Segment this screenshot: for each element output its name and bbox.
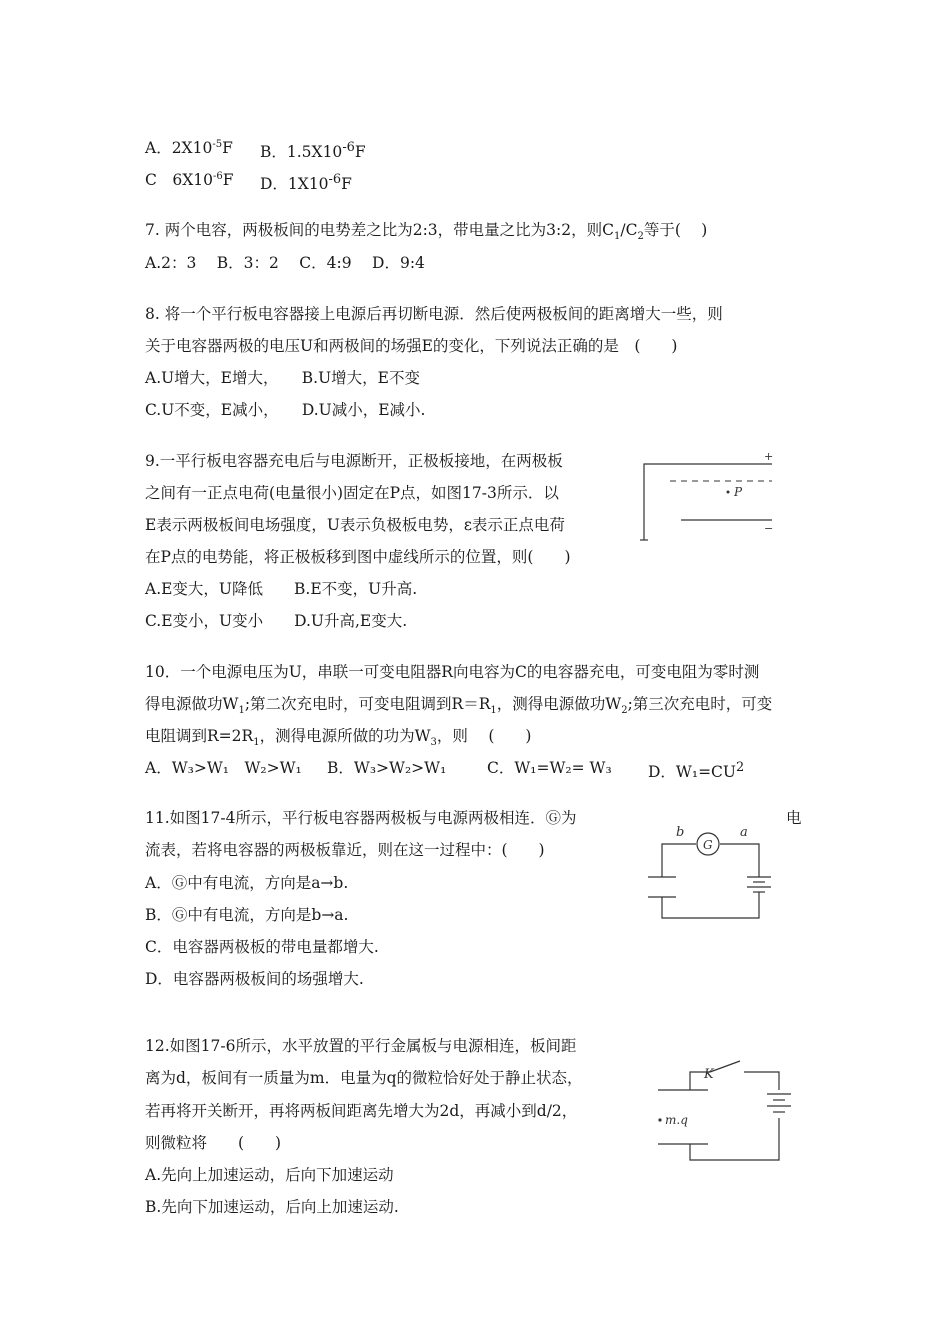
q9-stem-line4: 在P点的电势能，将正极板移到图中虚线所示的位置，则( )	[145, 548, 571, 566]
q9-figure-label-minus: −	[764, 522, 774, 535]
q11-stem-line1-end: 电	[786, 809, 802, 827]
q12-option-b: B.先向下加速运动，后向上加速运动.	[145, 1198, 399, 1216]
q11-option-d: D．电容器两极板间的场强增大.	[145, 970, 364, 988]
q11-figure	[640, 822, 780, 927]
q8-stem-line1: 8. 将一个平行板电容器接上电源后再切断电源．然后使两极板间的距离增大一些，则	[145, 305, 723, 323]
q11-stem-line2: 流表，若将电容器的两极板靠近，则在这一过程中：( )	[145, 841, 545, 859]
q12-stem-line3: 若再将开关断开，再将两板间距离先增大为2d，再减小到d/2，	[145, 1102, 578, 1120]
q12-figure-label-mq: m.q	[665, 1113, 688, 1127]
q9-figure-label-plus: +	[764, 450, 774, 463]
q11-figure-wire-left-top	[662, 844, 696, 877]
q12-figure	[640, 1052, 800, 1167]
q12-figure-label-k: K	[704, 1067, 714, 1082]
q9-figure-ground-wire	[640, 464, 681, 540]
q11-option-a: A．Ⓖ中有电流，方向是a→b.	[145, 874, 349, 892]
q11-option-b: B．Ⓖ中有电流，方向是b→a.	[145, 906, 349, 924]
q12-figure-switch-k	[710, 1061, 740, 1072]
q12-figure-wire-right-top	[744, 1072, 779, 1090]
q12-figure-wire-bottom	[690, 1118, 779, 1160]
q9-options-ab: A.E变大，U降低 B.E不变，U升高.	[145, 580, 418, 598]
q12-stem-line2: 离为d，板间有一质量为m．电量为q的微粒恰好处于静止状态，	[145, 1069, 583, 1087]
q11-figure-label-g: G	[703, 838, 713, 852]
q11-option-c: C．电容器两极板的带电量都增大.	[145, 938, 379, 956]
q11-figure-label-b: b	[676, 825, 685, 840]
q9-figure-label-p: P	[734, 485, 743, 499]
q9-options-cd: C.E变小，U变小 D.U升高,E变大.	[145, 612, 408, 630]
q9-stem-line2: 之间有一正点电荷(电量很小)固定在P点，如图17-3所示．以	[145, 484, 559, 502]
q9-stem-line1: 9.一平行板电容器充电后与电源断开，正极板接地，在两极板	[145, 452, 563, 470]
q12-stem-line1: 12.如图17-6所示，水平放置的平行金属板与电源相连，板间距	[145, 1037, 577, 1055]
q6-option-a: A．$2X10^{-5}F$	[145, 138, 233, 157]
q7-options: A.2：3 B．3：2 C．4:9 D．9:4	[145, 254, 425, 272]
q10-option-d: D．$W_1=CU^2$	[648, 760, 745, 782]
q9-figure	[630, 448, 790, 548]
q10-option-a: A．W₃>W₁ W₂>W₁	[145, 759, 302, 777]
q10-option-c: C．W₁=W₂= W₃	[487, 759, 612, 777]
q6-option-b: B．$1.5X10^{-6}F$	[260, 140, 366, 162]
q9-stem-line3: E表示两极板间电场强度，U表示负极板电势，ε表示正点电荷	[145, 516, 565, 534]
q12-stem-line4: 则微粒将 ( )	[145, 1134, 282, 1152]
q7-stem: 7. 两个电容，两极板间的电势差之比为2:3，带电量之比为3:2，则$C_1/C_2$等于( )	[145, 221, 708, 243]
q11-figure-wire-right-top	[720, 844, 759, 877]
q10-option-b: B．W₃>W₂>W₁	[327, 759, 447, 777]
q8-options-ab: A.U增大，E增大， B.U增大，E不变	[145, 369, 420, 387]
q6-option-c: C $6X10^{-6}F$	[145, 170, 234, 189]
q6-option-d: D．$1X10^{-6}F$	[260, 172, 352, 194]
q11-figure-wire-bottom	[662, 892, 759, 918]
q9-figure-point-charge	[727, 491, 730, 494]
q8-options-cd: C.U不变，E减小， D.U减小，E减小.	[145, 401, 426, 419]
q11-stem-line1: 11.如图17-4所示，平行板电容器两极板与电源两极相连．Ⓖ为	[145, 809, 577, 827]
q12-figure-particle	[658, 1118, 661, 1121]
q8-stem-line2: 关于电容器两极的电压U和两极间的场强E的变化，下列说法正确的是 ( )	[145, 337, 678, 355]
q11-figure-label-a: a	[740, 825, 748, 840]
q10-stem-line1: 10．一个电源电压为U，串联一可变电阻器R向电容为C的电容器充电，可变电阻为零时测	[145, 663, 760, 681]
q10-stem-line3: 电阻调到$R=2R_1$，测得电源所做的功为$W_3$，则 ( )	[145, 727, 532, 749]
q10-stem-line2: 得电源做功$W_1$;第二次充电时，可变电阻调到$R=R_1$，测得电源做功$W_2$;第三次充电时，可变	[145, 695, 773, 717]
q12-option-a: A.先向上加速运动，后向下加速运动	[145, 1166, 394, 1184]
